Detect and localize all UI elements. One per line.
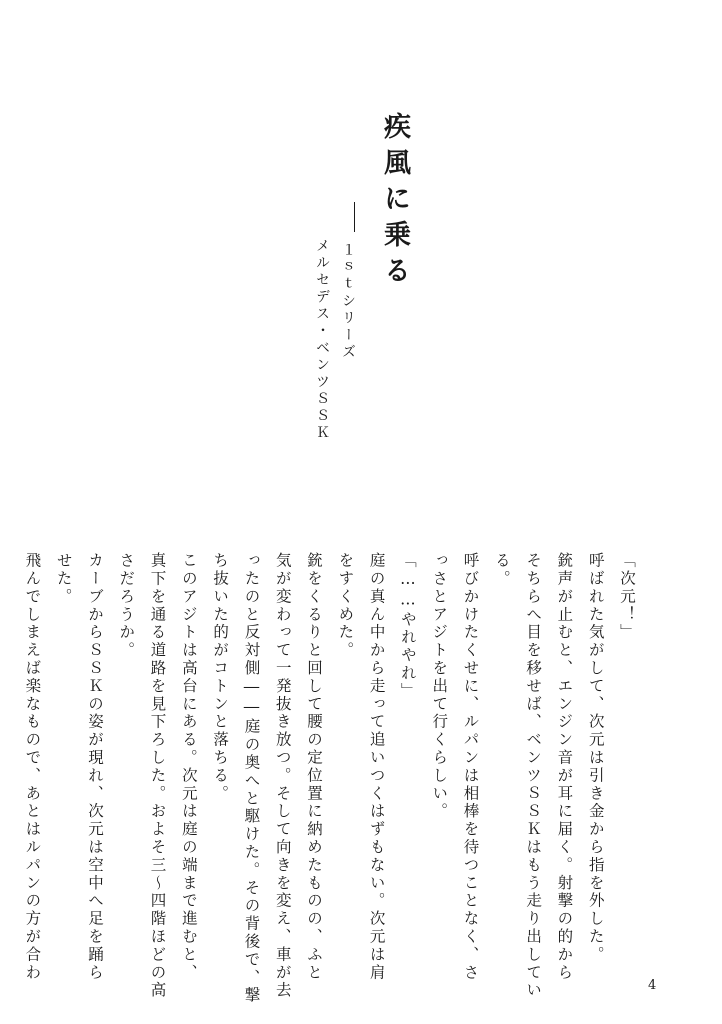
- em-dash-rule: [354, 202, 355, 232]
- body-text: [16, 552, 642, 1005]
- page-number: 4: [648, 978, 657, 993]
- series-subtitle: [341, 202, 355, 361]
- text-line: さだろうか。: [117, 552, 136, 660]
- text-line: ったのと反対側――庭の奥へと駆けた。その背後で、撃: [242, 552, 261, 1005]
- text-line: 呼びかけたくせに、ルパンは相棒を待つことなく、さ: [461, 552, 480, 982]
- chapter-title: 疾風に乗る: [379, 112, 410, 292]
- text-line: 銃声が止むと、エンジン音が耳に届く。射撃の的から: [555, 552, 574, 982]
- text-line: そちらへ目を移せば、ベンツＳＳＫはもう走り出してい: [524, 552, 543, 1000]
- text-line: 「……やれやれ」: [398, 552, 417, 701]
- text-line: をすくめた。: [336, 552, 355, 660]
- car-name: メルセデス・ベンツＳＳＫ: [314, 238, 330, 442]
- text-line: 「次元！」: [618, 552, 636, 642]
- text-line: ち抜いた的がコトンと落ちる。: [211, 552, 230, 803]
- text-line: っさとアジトを出て行くらしい。: [430, 552, 449, 821]
- text-line: 呼ばれた気がして、次元は引き金から指を外した。: [586, 552, 605, 964]
- text-line: 庭の真ん中から走って追いつくはずもない。次元は肩: [367, 552, 386, 982]
- text-line: カーブからＳＳＫの姿が現れ、次元は空中へ足を踊ら: [85, 552, 104, 982]
- series-subtitle-text: １ｓｔシリーズ: [340, 242, 356, 361]
- text-line: 真下を通る道路を見下ろした。およそ三～四階ほどの高: [148, 552, 167, 1000]
- text-line: る。: [492, 552, 511, 588]
- text-line: せた。: [54, 552, 73, 606]
- text-line: 飛んでしまえば楽なもので、あとはルパンの方が合わ: [23, 552, 42, 982]
- text-line: 気が変わって一発抜き放つ。そして向きを変え、車が去: [273, 552, 292, 1000]
- text-line: このアジトは高台にある。次元は庭の端まで進むと、: [179, 552, 198, 982]
- text-line: 銃をくるりと回して腰の定位置に納めたものの、ふと: [305, 552, 324, 982]
